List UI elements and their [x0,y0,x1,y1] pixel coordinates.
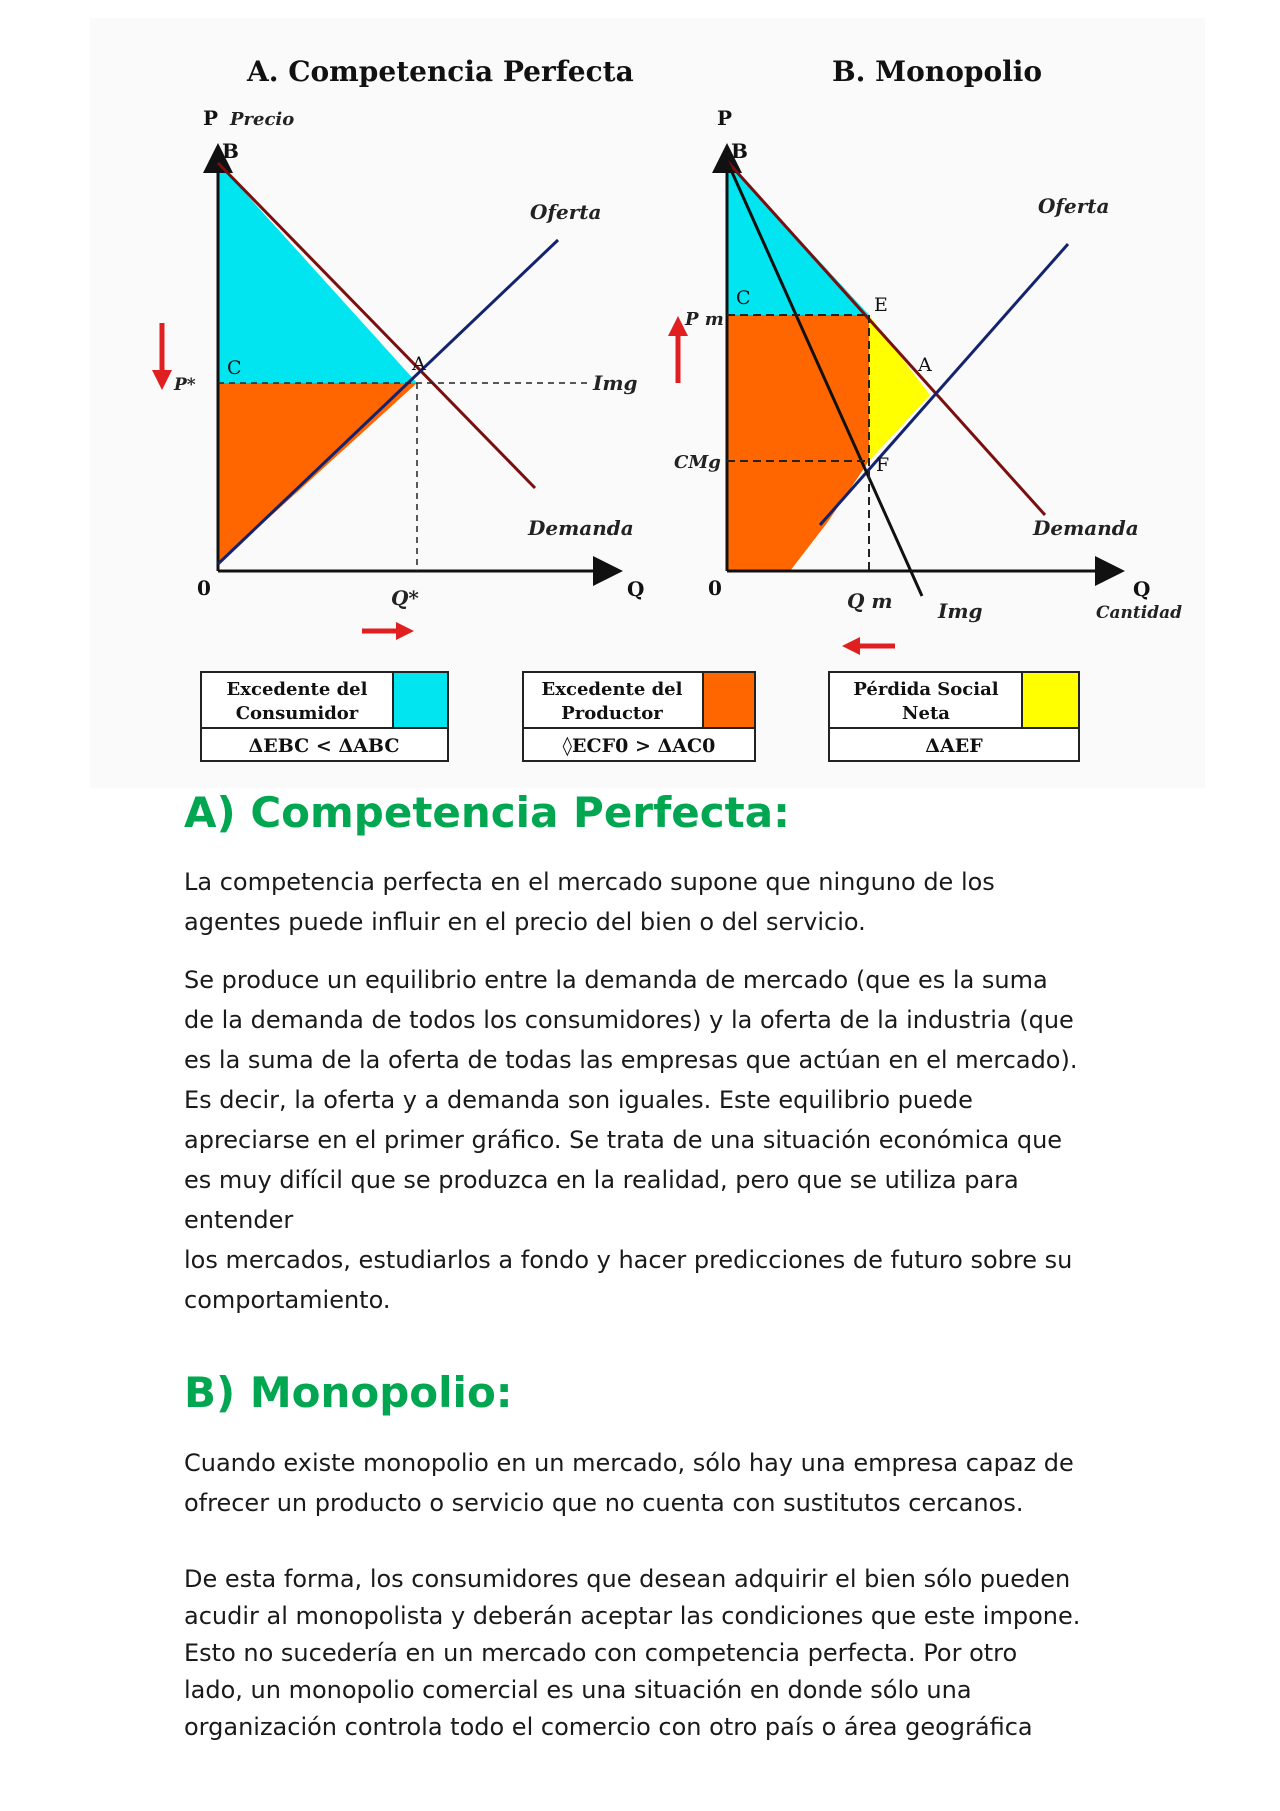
panel-b-x-axis-label: Q [1133,577,1151,601]
section-a-paragraph-1 [184,862,1104,942]
panel-b-demand-label: Demanda [1033,516,1139,540]
text-line: Es decir, la oferta y a demanda son iguales. Este equilibrio puede [184,1086,973,1114]
text-line: lado, un monopolio comercial es una situación en donde sólo una [184,1676,972,1704]
panel-a-price-label: P* [174,375,196,395]
text-line: acudir al monopolista y deberán aceptar las condiciones que este impone. [184,1602,1081,1630]
panel-a-consumer-surplus [218,163,417,383]
legend-formula: ΔAEF [925,735,983,757]
legend-swatch [703,672,755,728]
text-line: apreciarse en el primer gráfico. Se trata de una situación económica que [184,1126,1063,1154]
legend-formula: ΔEBC < ΔABC [248,735,400,757]
legend-line2: Productor [561,703,663,724]
text-line: comportamiento. [184,1286,391,1314]
panel-a-point-b: B [222,139,239,163]
panel-b-img-label: Img [938,599,983,623]
panel-b-title: B. Monopolio [832,55,1043,88]
text-line: Esto no sucedería en un mercado con competencia perfecta. Por otro [184,1639,1018,1667]
legend-line1: Excedente del [226,679,368,700]
panel-a-demand-label: Demanda [528,516,634,540]
panel-b-supply-label: Oferta [1038,194,1110,218]
panel-b-x-axis-name: Cantidad [1096,603,1183,623]
text-line: de la demanda de todos los consumidores) y la oferta de la industria (que [184,1006,1074,1034]
legend-deadweight-loss [829,672,1079,761]
legend-line1: Pérdida Social [853,679,999,700]
text-line: es la suma de la oferta de todas las empresas que actúan en el mercado). [184,1046,1078,1074]
panel-a-quantity-label: Q* [391,586,419,610]
legend-producer-surplus [523,672,755,761]
panel-a-y-axis-label: P [203,106,219,130]
panel-b-point-e: E [874,294,888,316]
text-line: es muy difícil que se produzca en la realidad, pero que se utiliza para [184,1166,1019,1194]
panel-b-point-f: F [876,454,890,476]
panel-b-cost-label: CMg [674,452,721,473]
legend-line2: Neta [902,703,950,724]
legend-line2: Consumidor [235,703,359,724]
legend-consumer-surplus [201,672,448,761]
text-line: Se produce un equilibrio entre la demanda de mercado (que es la suma [184,966,1048,994]
text-line: Cuando existe monopolio en un mercado, sólo hay una empresa capaz de [184,1449,1074,1477]
section-a-paragraph-2 [184,960,1104,1320]
section-b-paragraph-2 [184,1561,1104,1746]
legend-line1: Excedente del [541,679,683,700]
panel-b-quantity-left-arrow [842,637,895,655]
panel-b-price-label: P m [685,309,724,330]
panel-b-point-a: A [918,354,932,376]
text-line: los mercados, estudiarlos a fondo y hacer predicciones de futuro sobre su [184,1246,1073,1274]
figure-svg [90,18,1205,788]
section-a-heading: A) Competencia Perfecta: [184,788,790,837]
panel-a-price-down-arrow [152,323,172,390]
panel-b-origin: 0 [708,576,722,600]
legend-formula: ◊ECF0 > ΔAC0 [562,735,716,757]
panel-a-quantity-right-arrow [362,622,414,640]
panel-a-point-c: C [227,357,242,379]
text-line: La competencia perfecta en el mercado supone que ninguno de los [184,868,995,896]
panel-a-origin: 0 [197,576,211,600]
panel-a-img-label: Img [593,371,638,395]
text-line: De esta forma, los consumidores que desean adquirir el bien sólo pueden [184,1565,1071,1593]
panel-a-supply-label: Oferta [530,200,602,224]
panel-a-title: A. Competencia Perfecta [247,55,634,88]
panel-a-y-axis-name: Precio [230,109,295,130]
panel-b-point-b: B [731,139,748,163]
legend-swatch [393,672,448,728]
legend-swatch [1022,672,1079,728]
text-line: entender [184,1206,294,1234]
economics-figure [90,18,1205,788]
text-line: agentes puede influir en el precio del bien o del servicio. [184,908,866,936]
panel-a-point-a: A [412,353,426,375]
text-line: ofrecer un producto o servicio que no cuenta con sustitutos cercanos. [184,1489,1024,1517]
panel-b-producer-surplus [727,315,869,571]
panel-b-quantity-label: Q m [847,589,893,613]
section-b-heading: B) Monopolio: [184,1368,513,1417]
panel-b-y-axis-label: P [717,106,733,130]
panel-b-deadweight-loss [869,315,930,461]
panel-b-point-c: C [736,287,751,309]
panel-a-x-axis-label: Q [627,577,645,601]
text-line: organización controla todo el comercio con otro país o área geográfica [184,1713,1033,1741]
section-b-paragraph-1 [184,1443,1104,1523]
